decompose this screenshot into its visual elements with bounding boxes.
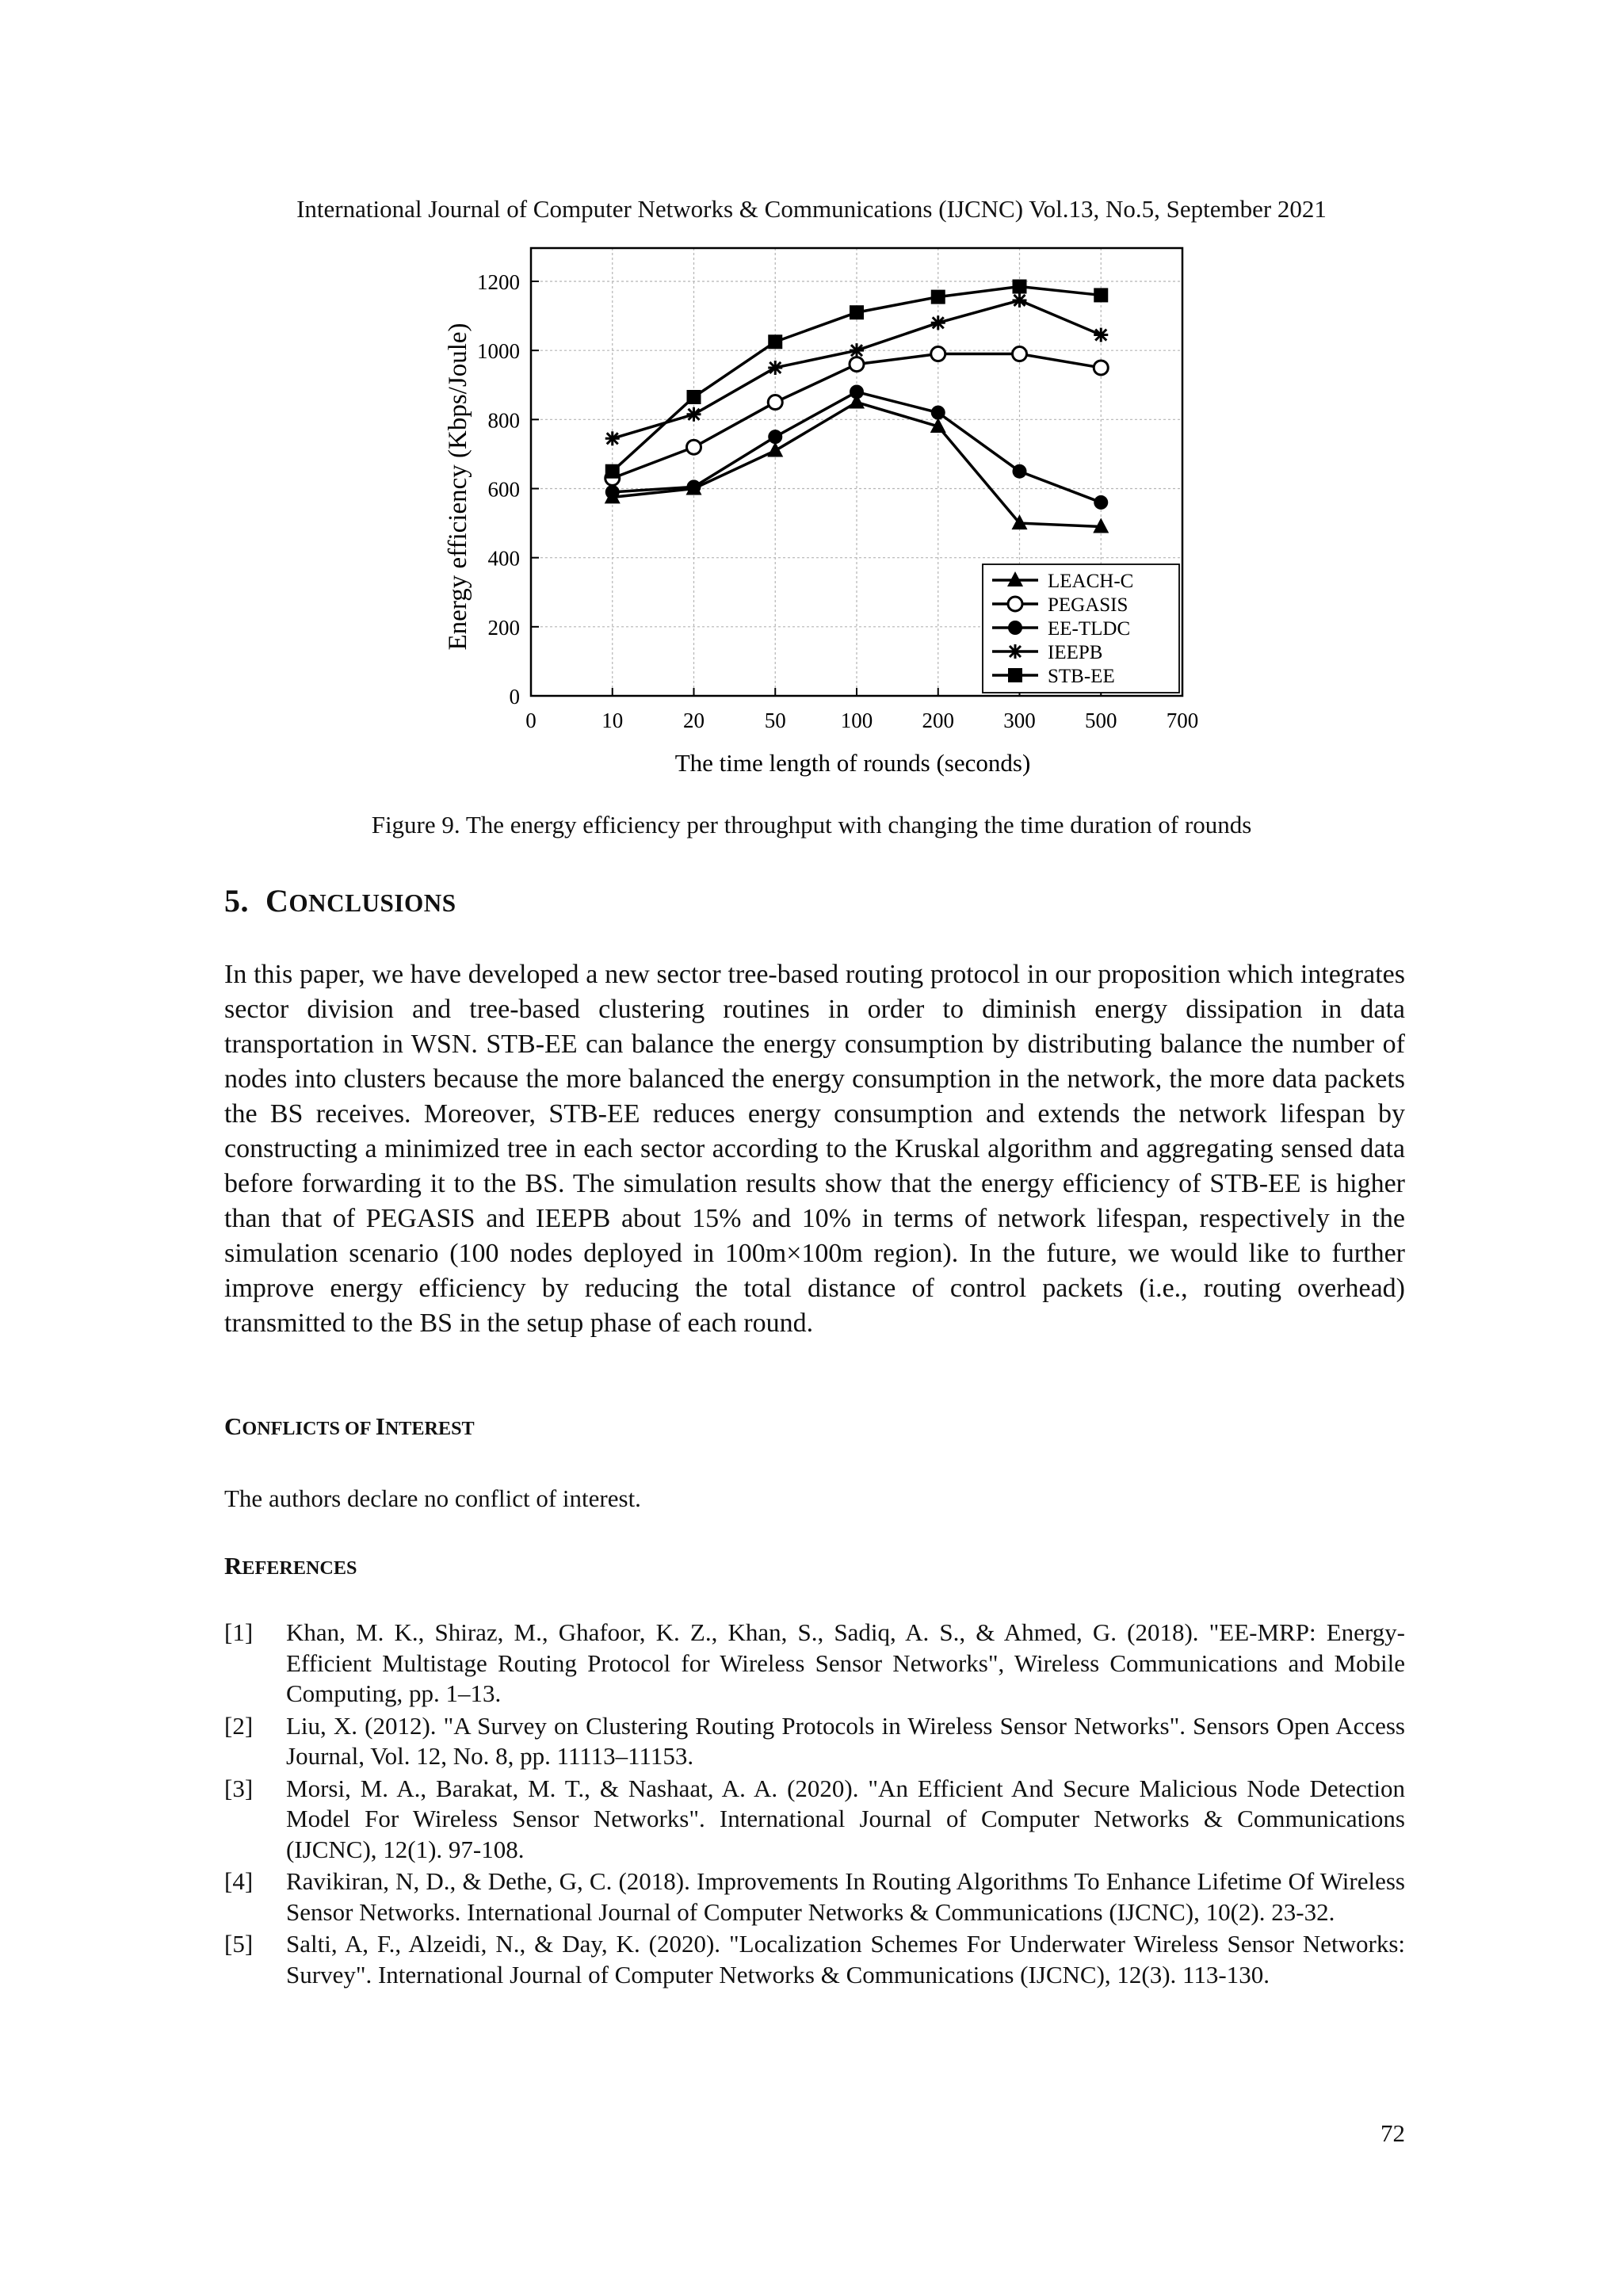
legend-label: PEGASIS	[1048, 594, 1128, 616]
data-point-ieepb	[768, 361, 782, 375]
legend-label: IEEPB	[1048, 642, 1103, 663]
data-point-stb-ee	[931, 290, 945, 304]
conflicts-heading	[224, 1412, 475, 1441]
legend-label: EE-TLDC	[1048, 618, 1131, 640]
data-point-stb-ee	[687, 390, 701, 404]
legend-marker	[1008, 668, 1022, 682]
references-title-initial: R	[224, 1552, 242, 1580]
x-tick-label: 20	[683, 709, 705, 732]
chart-series	[605, 280, 1109, 533]
y-axis-label: Energy efficiency (Kbps/Joule)	[444, 323, 472, 651]
data-point-ee-tldc	[850, 384, 864, 399]
x-tick-label: 50	[764, 709, 786, 732]
data-point-ieepb	[850, 343, 864, 357]
references-title-rest: EFERENCES	[242, 1557, 357, 1579]
journal-header: International Journal of Computer Networks & Communications (IJCNC) Vol.13, No.5, September 2021	[296, 195, 1327, 223]
y-tick-label: 1000	[477, 339, 520, 364]
data-point-ee-tldc	[768, 430, 782, 444]
reference-text: Salti, A, F., Alzeidi, N., & Day, K. (2020). "Localization Schemes For Underwater Wireless Sensor Networks: Survey". International Journal of Computer Networks & Communications (IJCNC), 12(3). 113-130.	[286, 1930, 1405, 1988]
conclusions-body: In this paper, we have developed a new sector tree-based routing protocol in our proposition which integrates sector division and tree-based clustering routines in order to diminish energy dissipation in data transportation in WSN. STB-EE can balance the energy consumption by distributing balance the number of nodes into clusters because the more balanced the energy consumption in the network, the more data packets the BS receives. Moreover, STB-EE reduces energy consumption and extends the network lifespan by constructing a minimized tree in each sector according to the Kruskal algorithm and aggregating sensed data before forwarding it to the BS. The simulation results show that the energy efficiency of STB-EE is higher than that of PEGASIS and IEEPB about 15% and 10% in terms of network lifespan, respectively in the simulation scenario (100 nodes deployed in 100m×100m region). In the future, we would like to further improve energy efficiency by reducing the total distance of control packets (i.e., routing overhead) transmitted to the BS in the setup phase of each round.	[224, 960, 1405, 1338]
energy-efficiency-chart	[0, 0, 1623, 793]
reference-number: [2]	[224, 1711, 254, 1740]
legend-label: LEACH-C	[1048, 571, 1134, 592]
conflicts-body: The authors declare no conflict of interest.	[224, 1484, 641, 1512]
data-point-ee-tldc	[687, 479, 701, 494]
reference-number: [1]	[224, 1618, 254, 1646]
conflicts-title-c: C	[224, 1412, 242, 1440]
data-point-ieepb	[687, 407, 701, 422]
conflicts-title-i: I	[375, 1412, 385, 1440]
section-number: 5.	[224, 883, 249, 919]
x-tick-label: 300	[1003, 709, 1036, 732]
reference-text: Khan, M. K., Shiraz, M., Ghafoor, K. Z., Khan, S., Sadiq, A. S., & Ahmed, G. (2018). "EE-MRP: Energy-Efficient Multistage Routing Protocol for Wireless Sensor Networks", Wireless Communications and Mobile Computing, pp. 1–13.	[286, 1618, 1405, 1707]
data-point-pegasis	[850, 357, 864, 372]
reference-text: Liu, X. (2012). "A Survey on Clustering Routing Protocols in Wireless Sensor Networks". Sensors Open Access Journal, Vol. 12, No. 8, pp. 11113–11153.	[286, 1711, 1405, 1770]
y-tick-label: 800	[487, 408, 520, 433]
data-point-ee-tldc	[931, 406, 945, 420]
conclusions-title-initial: C	[265, 883, 289, 919]
reference-list	[224, 1618, 1405, 1992]
data-point-pegasis	[931, 347, 945, 361]
data-point-stb-ee	[1094, 288, 1108, 302]
reference-item	[224, 1711, 1405, 1772]
references-heading	[224, 1552, 357, 1580]
data-point-pegasis	[1094, 361, 1108, 375]
y-tick-label: 1200	[477, 270, 520, 294]
data-point-leach-c	[767, 442, 783, 457]
reference-number: [3]	[224, 1774, 254, 1802]
reference-number: [5]	[224, 1930, 254, 1958]
page-number: 72	[1381, 2119, 1405, 2147]
conclusions-heading	[224, 882, 456, 919]
legend-marker	[1008, 621, 1022, 635]
conflicts-title-rest: NTEREST	[384, 1418, 475, 1439]
x-tick-label: 700	[1166, 709, 1199, 732]
x-tick-label: 10	[601, 709, 624, 732]
reference-item	[224, 1618, 1405, 1710]
chart-legend	[983, 564, 1179, 693]
x-tick-label: 200	[922, 709, 954, 732]
reference-item	[224, 1929, 1405, 1990]
reference-number: [4]	[224, 1867, 254, 1895]
y-tick-label: 0	[509, 685, 520, 709]
x-tick-label: 0	[525, 709, 537, 732]
figure-caption: Figure 9. The energy efficiency per throughput with changing the time duration of rounds	[371, 811, 1252, 839]
data-point-pegasis	[1013, 347, 1027, 361]
reference-text: Ravikiran, N, D., & Dethe, G, C. (2018). Improvements In Routing Algorithms To Enhance Lifetime Of Wireless Sensor Networks. International Journal of Computer Networks & Communications (IJCNC), 10(2). 23-32.	[286, 1867, 1405, 1926]
data-point-pegasis	[687, 440, 701, 454]
x-axis-label: The time length of rounds (seconds)	[674, 749, 1031, 777]
legend-label: STB-EE	[1048, 666, 1115, 687]
data-point-pegasis	[768, 395, 782, 410]
x-tick-label: 100	[840, 709, 873, 732]
y-tick-label: 200	[487, 615, 520, 640]
legend-marker	[1008, 597, 1022, 611]
y-tick-label: 400	[487, 546, 520, 571]
x-tick-label: 500	[1085, 709, 1117, 732]
conflicts-title-part: ONFLICTS OF	[242, 1418, 376, 1439]
y-tick-label: 600	[487, 477, 520, 502]
data-point-ieepb	[605, 431, 620, 445]
data-point-stb-ee	[605, 464, 620, 479]
reference-item	[224, 1866, 1405, 1927]
data-point-ieepb	[931, 315, 945, 330]
data-point-stb-ee	[850, 305, 864, 319]
data-point-ieepb	[1013, 293, 1027, 308]
data-point-stb-ee	[1013, 280, 1027, 294]
reference-item	[224, 1774, 1405, 1866]
legend-marker	[1008, 644, 1022, 659]
data-point-ee-tldc	[605, 485, 620, 499]
reference-text: Morsi, M. A., Barakat, M. T., & Nashaat, A. A. (2020). "An Efficient And Secure Malicious Node Detection Model For Wireless Sensor Networks". International Journal of Computer Networks & Communications (IJCNC), 12(1). 97-108.	[286, 1774, 1405, 1863]
data-point-ee-tldc	[1013, 464, 1027, 479]
conclusions-title-rest: ONCLUSIONS	[288, 889, 456, 917]
data-point-ee-tldc	[1094, 495, 1108, 510]
data-point-stb-ee	[768, 334, 782, 349]
data-point-ieepb	[1094, 328, 1108, 342]
